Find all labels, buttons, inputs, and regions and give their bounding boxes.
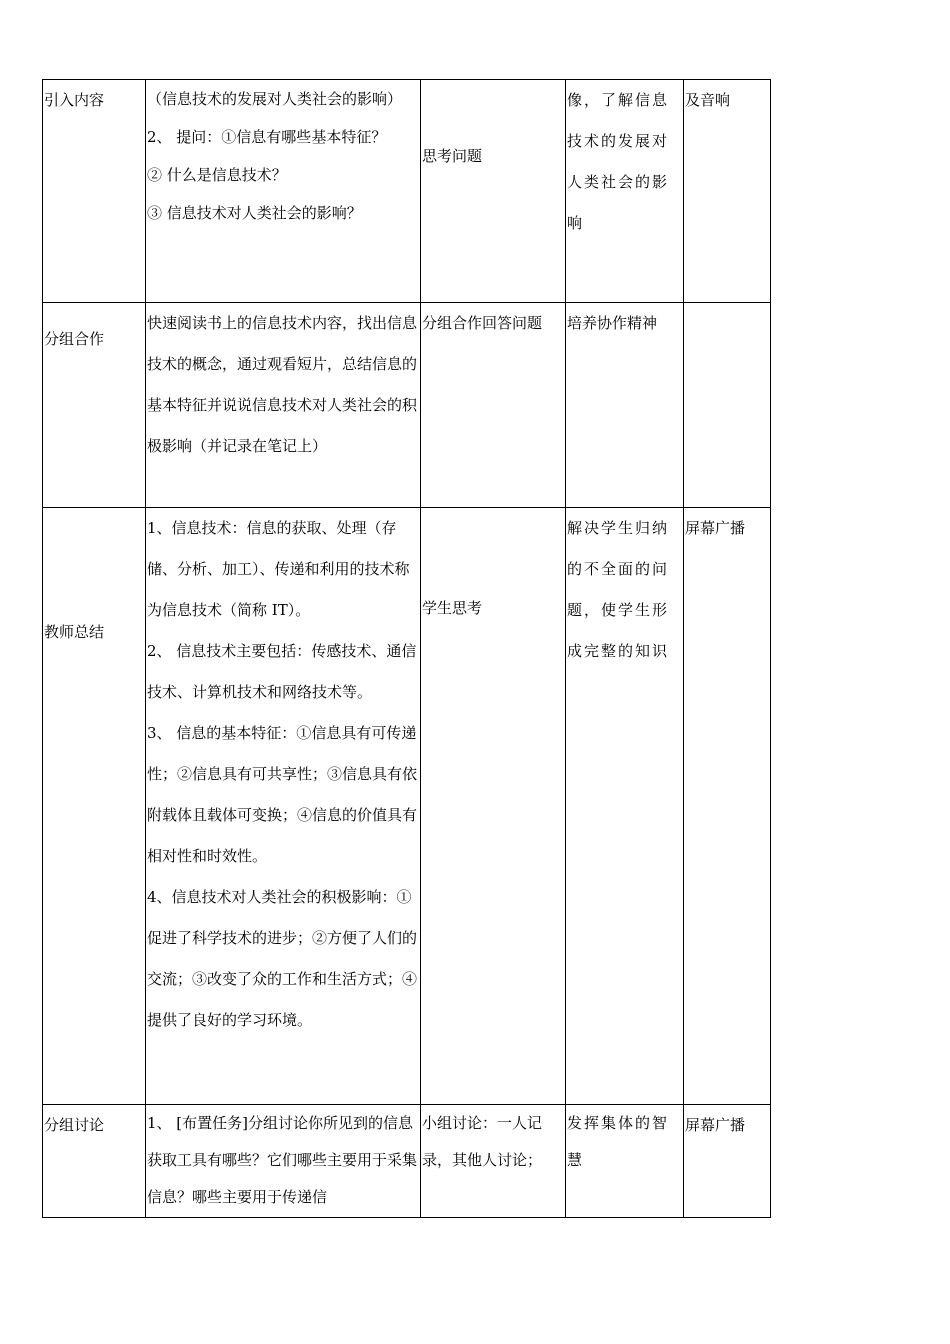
- teacher-paragraph: 2、 提问：①信息有哪些基本特征？: [147, 128, 387, 146]
- media-label: 及音响: [685, 91, 731, 109]
- stage-label: 分组讨论: [44, 1116, 105, 1134]
- stage-cell: [43, 303, 146, 508]
- media-cell: [684, 80, 771, 303]
- stage-cell: [43, 80, 146, 303]
- teacher-paragraph: 4、信息技术对人类社会的积极影响：①促进了科学技术的进步；②方便了人们的交流；③改变了众的工作和生活方式；④提供了良好的学习环境。: [147, 888, 418, 1029]
- media-cell: [684, 508, 771, 1105]
- media-cell: [684, 1105, 771, 1218]
- student-activity: 小组讨论：一人记录，其他人讨论；: [422, 1114, 543, 1169]
- teacher-paragraph: 1、信息技术：信息的获取、处理（存储、分析、加工）、传递和利用的技术称为信息技术（简称 IT）。: [147, 519, 410, 619]
- design-intent: 像，了解信息技术的发展对人类社会的影响: [567, 91, 670, 232]
- table-row: [43, 508, 771, 1105]
- teacher-activity-cell: [146, 1105, 421, 1218]
- stage-cell: [43, 508, 146, 1105]
- lesson-plan-table: [42, 79, 771, 1218]
- student-activity: 思考问题: [422, 147, 483, 165]
- stage-cell: [43, 1105, 146, 1218]
- table-row: [43, 303, 771, 508]
- design-intent-cell: [566, 303, 684, 508]
- design-intent-cell: [566, 1105, 684, 1218]
- stage-label: 引入内容: [44, 91, 105, 109]
- table-row: [43, 1105, 771, 1218]
- student-activity-cell: [421, 303, 566, 508]
- student-activity-cell: [421, 508, 566, 1105]
- student-activity: 分组合作回答问题: [422, 314, 543, 332]
- teacher-activity-cell: [146, 303, 421, 508]
- design-intent: 培养协作精神: [567, 314, 658, 332]
- teacher-paragraph: 2、 信息技术主要包括：传感技术、通信技术、计算机技术和网络技术等。: [147, 642, 417, 701]
- student-activity-cell: [421, 80, 566, 303]
- design-intent: 解决学生归纳的不全面的问题，使学生形成完整的知识: [567, 519, 670, 660]
- design-intent-cell: [566, 80, 684, 303]
- stage-label: 分组合作: [44, 330, 105, 348]
- teacher-paragraph: ② 什么是信息技术？: [147, 166, 287, 184]
- student-activity: 学生思考: [422, 599, 483, 617]
- teacher-activity-cell: [146, 80, 421, 303]
- student-activity-cell: [421, 1105, 566, 1218]
- teacher-paragraph: ③ 信息技术对人类社会的影响？: [147, 204, 362, 222]
- teacher-paragraph: 1、 [布置任务]分组讨论你所见到的信息获取工具有哪些？它们哪些主要用于采集信息？哪些主要用于传递信: [147, 1114, 418, 1206]
- teacher-paragraph: （信息技术的发展对人类社会的影响）: [147, 90, 403, 108]
- media-label: 屏幕广播: [685, 1116, 746, 1134]
- table-row: [43, 80, 771, 303]
- media-cell: [684, 303, 771, 508]
- teacher-paragraph: 3、 信息的基本特征：①信息具有可传递性；②信息具有可共享性；③信息具有依附载体且载体可变换；④信息的价值具有相对性和时效性。: [147, 724, 418, 865]
- teacher-activity-cell: [146, 508, 421, 1105]
- teacher-paragraph: 快速阅读书上的信息技术内容，找出信息技术的概念，通过观看短片，总结信息的基本特征并说说信息技术对人类社会的积极影响（并记录在笔记上）: [147, 314, 418, 455]
- design-intent-cell: [566, 508, 684, 1105]
- design-intent: 发挥集体的智慧: [567, 1114, 670, 1169]
- stage-label: 教师总结: [44, 623, 105, 641]
- media-label: 屏幕广播: [685, 519, 746, 537]
